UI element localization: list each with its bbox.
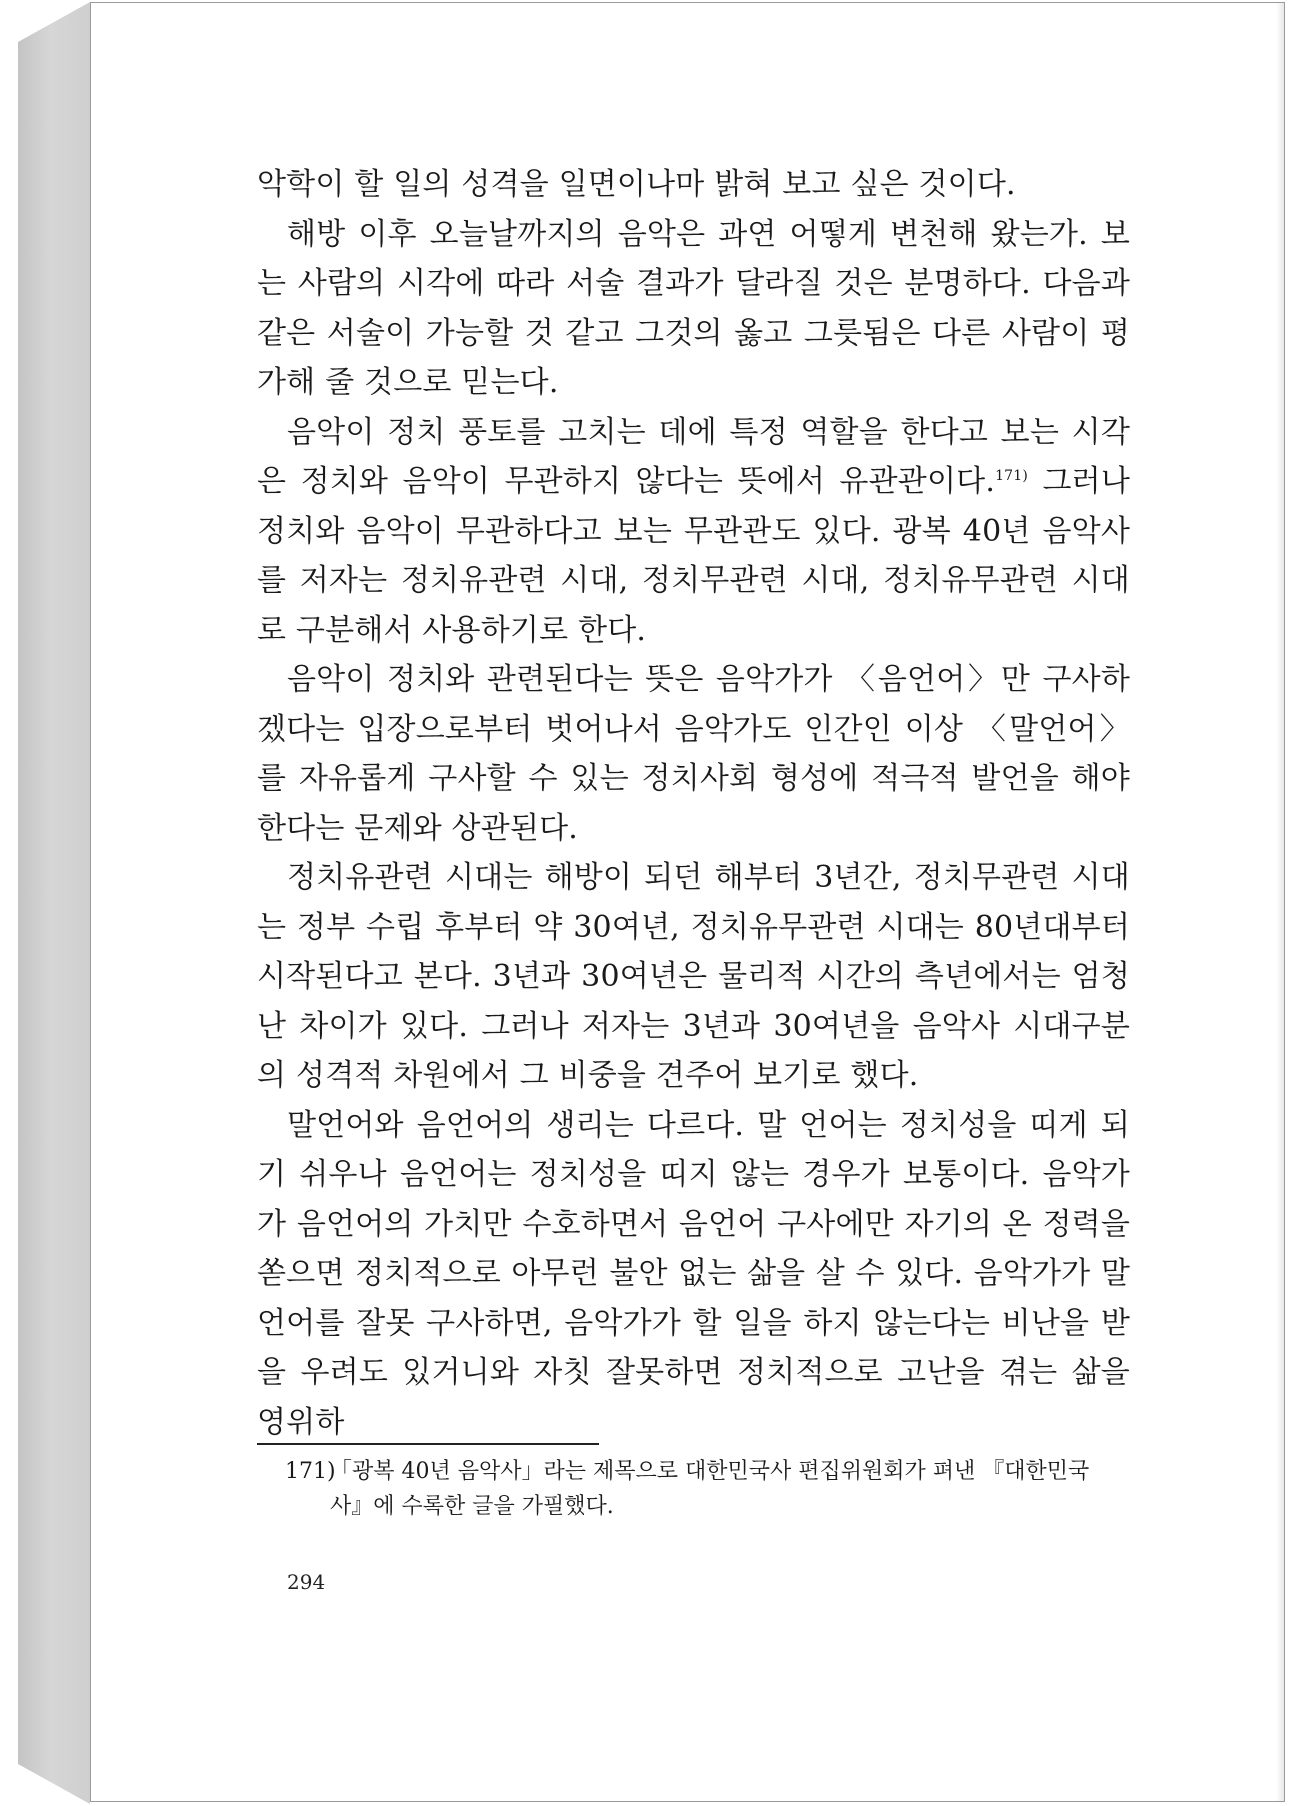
paragraph-2: 해방 이후 오늘날까지의 음악은 과연 어떻게 변천해 왔는가. 보는 사람의 시각에 따라 서술 결과가 달라질 것은 분명하다. 다음과 같은 서술이 가능할 것 같고 그것의 옳고 그릇됨은 다른 사람이 평가해 줄 것으로 믿는다. bbox=[257, 216, 1130, 400]
book-spine-edge bbox=[18, 2, 90, 1804]
footnote-divider bbox=[257, 1443, 599, 1445]
footnote-line-1: 「광복 40년 음악사」라는 제목으로 대한민국사 편집위원회가 펴낸 『대한민국 bbox=[330, 1459, 1090, 1484]
paragraph-1: 악학이 할 일의 성격을 일면이나마 밝혀 보고 싶은 것이다. bbox=[257, 167, 1016, 202]
paragraph-5: 정치유관련 시대는 해방이 되던 해부터 3년간, 정치무관련 시대는 정부 수립 후부터 약 30여년, 정치유무관련 시대는 80년대부터 시작된다고 본다. 3년과 30여년은 물리적 시간의 측년에서는 엄청난 차이가 있다. 그러나 저자는 3년과 30여년을 음악사 시대구분의 성격적 차원에서 그 비중을 견주어 보기로 했다. bbox=[257, 860, 1130, 1093]
paragraph-4: 음악이 정치와 관련된다는 뜻은 음악가가 〈음언어〉만 구사하겠다는 입장으로부터 벗어나서 음악가도 인간인 이상 〈말언어〉를 자유롭게 구사할 수 있는 정치사회 형성에 적극적 발언을 해야 한다는 문제와 상관된다. bbox=[257, 662, 1130, 846]
paragraph-3-text: 음악이 정치 풍토를 고치는 데에 특정 역할을 한다고 보는 시각은 정치와 음악이 무관하지 않다는 뜻에서 유관관이다. bbox=[257, 414, 1130, 499]
body-text bbox=[257, 160, 1130, 1447]
footnote bbox=[285, 1454, 1130, 1524]
footnote-reference: 171) bbox=[995, 468, 1029, 484]
footnote-marker: 171) bbox=[285, 1459, 336, 1484]
page-shadow bbox=[1276, 3, 1284, 1801]
paragraph-3-continued: 그러나 정치와 음악이 무관하다고 보는 무관관도 있다. 광복 40년 음악사를 저자는 정치유관련 시대, 정치무관련 시대, 정치유무관련 시대로 구분해서 사용하기로 한다. bbox=[257, 464, 1130, 648]
page-number: 294 bbox=[287, 1570, 326, 1594]
paragraph-6: 말언어와 음언어의 생리는 다르다. 말 언어는 정치성을 띠게 되기 쉬우나 음언어는 정치성을 띠지 않는 경우가 보통이다. 음악가가 음언어의 가치만 수호하면서 음언어 구사에만 자기의 온 정력을 쏟으면 정치적으로 아무런 불안 없는 삶을 살 수 있다. 음악가가 말언어를 잘못 구사하면, 음악가가 할 일을 하지 않는다는 비난을 받을 우려도 있거니와 자칫 잘못하면 정치적으로 고난을 겪는 삶을 영위하 bbox=[257, 1107, 1130, 1440]
paragraph-3 bbox=[257, 408, 1130, 656]
footnote-line-2: 사』에 수록한 글을 가필했다. bbox=[330, 1494, 614, 1519]
